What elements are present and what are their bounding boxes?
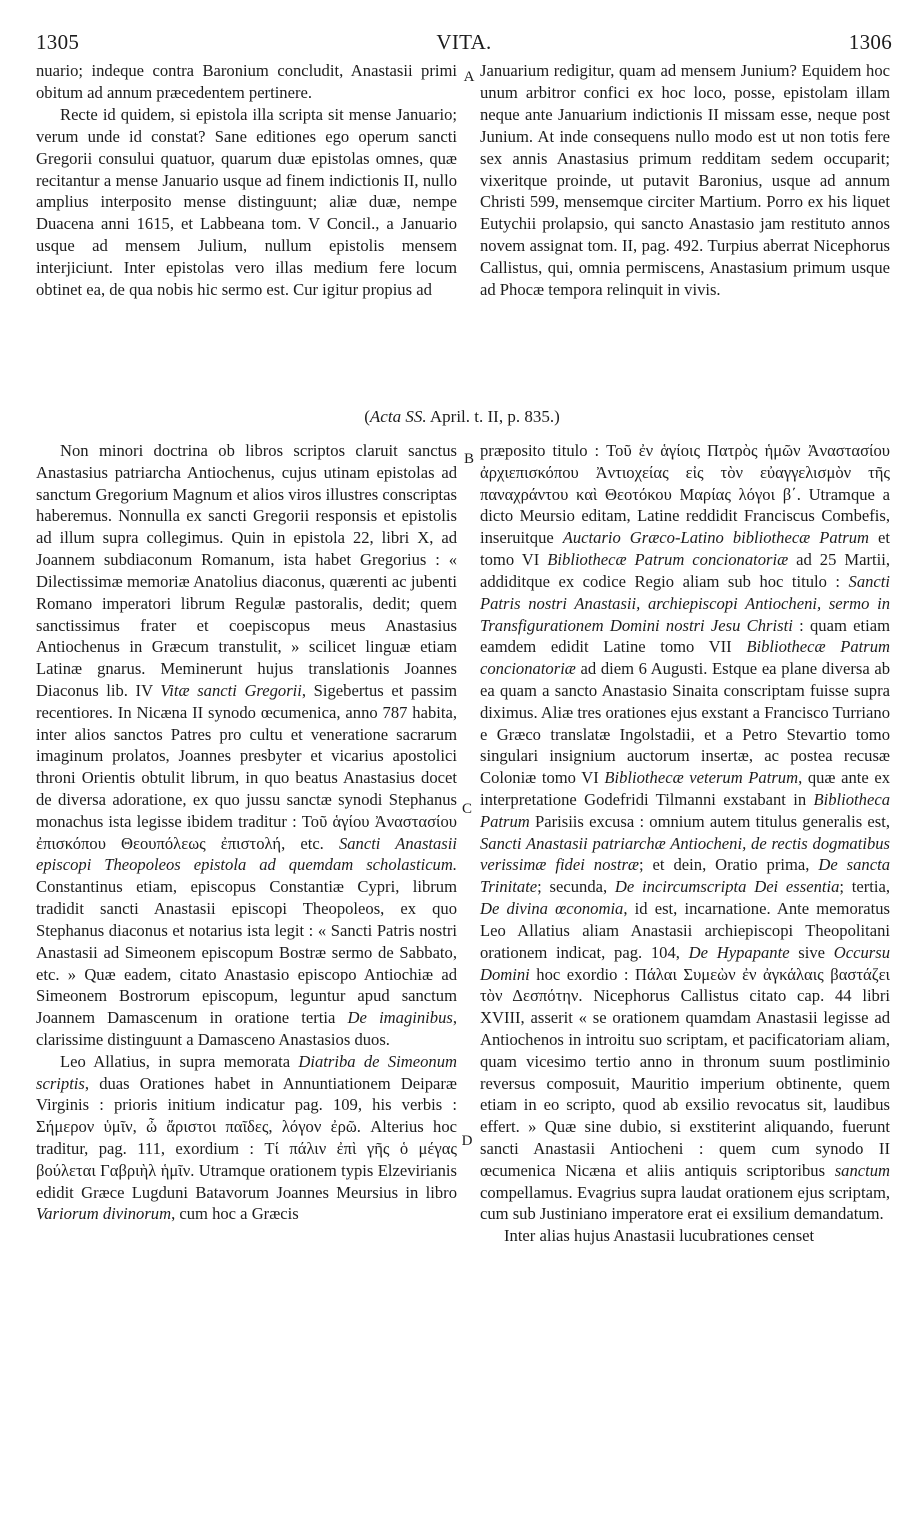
page-number-left: 1305: [36, 30, 80, 54]
italic-run: Diatriba de Simeonum scriptis: [36, 1051, 457, 1093]
text-run: hoc exordio : Πάλαι Συμεὼν ἐν ἀγκάλαις βαστάζει τὸν Δεσπότην. Nicephorus Callistus citato cap. 44 libri XVIII, asserit « se orationem quamdam Anastasii legisse ad Antiochenos in introitu suo scriptam, et pacificatoriam aliam, quam vicesimo tertio anno in thronum suum postliminio reversus composuit, Mauritio imperium obtinente, quem etiam in eo scripto, quod ab exsilio revocatus sit, laudibus effert. » Quæ sine dubio, si exstiterint aliquando, fuerunt sancti Anastasii Antiocheni : quem cum synodo II œcumenica Nicæna et aliis antiquis scriptoribus: [480, 964, 890, 1180]
italic-run: Bibliotheca Patrum: [480, 790, 890, 831]
bottom-right-column: [480, 440, 890, 1247]
text-run: , quæ ante ex interpretatione Godefridi Tilmanni exstabant in: [480, 768, 890, 809]
italic-run: Variorum divinorum: [36, 1204, 172, 1224]
paragraph: Januarium redigitur, quam ad mensem Junium? Equidem hoc unum arbitror confici ex hoc loco, posse, epistolam illam neque ante Januarium indictionis II missam esse, neque post Junium. At inde consequens nullo modo est ut non totis fere sex annis Anastasius primum redditam sedem occuparit; vixeritque proinde, ut putavit Baronius, usque ad annum Christi 599, mensemque circiter Martium. Porro ex his liquet Eutychii prolapsio, qui sancto Anastasio jam restituto annos novem assignat tom. II, pag. 492. Turpius aberrat Nicephorus Callistus, qui, omnia permiscens, Anastasium primum usque ad Phocæ tempora relinquit in vivis.: [480, 61, 890, 300]
text-run: , id est, incarnatione. Ante memoratus Leo Allatius aliam Anastasii archiepiscopi Theopolitani orationem indicat, pag. 104,: [480, 899, 890, 962]
text-run: et tomo VI: [480, 528, 890, 570]
text-run: Leo Allatius, in supra memorata: [60, 1051, 299, 1071]
italic-run: Vitæ sancti Gregorii: [160, 680, 302, 700]
text-run: , cum hoc a Græcis: [171, 1204, 299, 1224]
page-header: [36, 30, 892, 56]
text-run: Parisiis excusa : omnium autem titulus generalis est,: [529, 811, 890, 831]
text-run: Non minori doctrina ob libros scriptos claruit sanctus Anastasius patriarcha Antiochenus, cujus utinam epistolas ad sanctum Gregorium Magnum et alios viros illustres conscriptas haberemus. Nonnulla ex sancti Gregorii responsis et epistolis ad illum supra collegimus. Quin in epistola 22, libri X, ad Joannem subdiaconum Romanum, ista habet Gregorius : « Dilectissimæ memoriæ Anatolius diaconus, quærenti ac jubenti Romano imperatori librum Regulæ pastoralis, dedit; quem sanctissimus frater et coepiscopus meus Anastasius Antiochenus in Græcum transtulit, » scilicet linguæ etiam Latinæ gnarus. Meminerunt hujus translationis Joannes Diaconus lib. IV: [36, 441, 457, 700]
citation-rest: April. t. II, p. 835.): [426, 407, 560, 426]
paragraph: Inter alias hujus Anastasii lucubrationes censet: [504, 1226, 815, 1246]
page-number-right: 1306: [848, 30, 892, 54]
text-run: sive: [789, 942, 834, 962]
running-title: VITA.: [436, 30, 492, 54]
top-right-column: [480, 60, 890, 301]
paragraph: [36, 1051, 457, 1226]
text-run: ; et dein, Oratio prima,: [638, 855, 819, 875]
paragraph: [480, 440, 890, 1225]
citation-open: (: [364, 407, 370, 426]
text-run: Constantinus etiam, episcopus Constantiæ Cypri, librum tradidit sancti Anastasii episcopi Theopoleos, ex quo Stephanus diaconus et notarius ista legit : « Sancti Patris nostri Anastasii ad Simeonem episcopum Bostræ sermo de Sabbato, etc. » Quæ eadem, citato Anastasio episcopo Antiochiæ ad Simeonem Bostrorum episcopum, leguntur apud sanctum Joannem Damascenum in oratione tertia: [36, 877, 457, 1028]
italic-run: De divina œconomia: [480, 899, 624, 919]
margin-marker-a: A: [463, 69, 475, 85]
italic-run: Bibliothecæ veterum Patrum: [604, 768, 799, 788]
text-run: , duas Orationes habet in Annuntiationem Deiparæ Virginis : prioris initium indicatur pag. 109, his verbis : Σήμερον ὑμῖν, ὦ ἄριστοι παῖδες, λόγον ἐρῶ. Alterius hoc traditur, pag. 111, exordium : Τί πάλιν ἐπὶ γῆς ὁ μέγας βούλεται Γαβριὴλ ἡμῖν. Utramque orationem typis Elzevirianis edidit Græce Lugduni Batavorum Joannes Meursius in libro: [36, 1073, 457, 1202]
italic-run: De imaginibus: [347, 1008, 453, 1028]
text-run: ; tertia,: [839, 877, 890, 897]
italic-run: Sancti Anastasii episcopi Theopoleos epistola ad quemdam scholasticum.: [36, 833, 457, 875]
text-run: ad diem 6 Augusti. Estque ea plane diversa ab ea quam a sancto Anastasio Sinaita conscriptam fuisse supra diximus. Aliæ tres orationes ejus exstant a Francisco Turriano e Græco translatæ Ingolstadii, et a Petro Stevartio tomo singulari insignium auctorum insertæ, ac postea recusæ Coloniæ tomo VI: [480, 659, 890, 788]
italic-run: Occursu Domini: [480, 942, 890, 984]
italic-run: sanctum: [834, 1160, 890, 1180]
text-run: præposito titulo : Τοῦ ἐν ἁγίοις Πατρὸς ἡμῶν Ἀναστασίου ἀρχιεπισκόπου Ἀντιοχείας εἰς τὸν εὐαγγελισμὸν τῆς παναχράντου καὶ Θεοτόκου Μαρίας λόγοι β΄. Utramque a dicto Meursio editam, Latine reddidit Franciscus Combefis, inseruitque: [480, 441, 890, 548]
italic-run: Auctario Græco-Latino bibliothecæ Patrum: [562, 528, 870, 548]
margin-marker-d: D: [461, 1133, 473, 1149]
text-run: ad 25 Martii, addiditque ex codice Regio aliam sub hoc titulo :: [480, 550, 891, 591]
margin-marker-b: B: [463, 451, 474, 467]
citation-acta: Acta SS.: [369, 407, 427, 426]
bottom-left-column: [36, 440, 457, 1225]
italic-run: Sancti Anastasii patriarchæ Antiocheni, de rectis dogmatibus verissimæ fidei nostræ: [480, 833, 890, 875]
italic-run: De sancta Trinitate: [480, 855, 890, 897]
text-run: compellamus. Evagrius supra laudat orationem ejus scriptam, cum sub Justiniano imperatore erat ei exsilium demandatum.: [480, 1182, 890, 1224]
text-run: , clarissime distinguunt a Damasceno Anastasios duos.: [36, 1008, 457, 1049]
top-left-column: [36, 60, 457, 301]
italic-run: Sancti Patris nostri Anastasii, archiepiscopi Antiocheni, sermo in Transfigurationem Domini nostri Jesu Christi: [480, 571, 890, 635]
italic-run: Bibliothecæ Patrum concionatoriæ: [547, 550, 789, 570]
margin-marker-c: C: [461, 801, 472, 817]
paragraph: [36, 440, 457, 1051]
text-run: ; secunda,: [537, 877, 615, 897]
text-run: , Sigebertus et passim recentiores. In Nicæna II synodo œcumenica, anno 787 habita, inter alios sanctos Patres pro cultu et veneratione sacrarum imaginum prolatos, Joannes presbyter et vicarius apostolici throni Orientis obtulit librum, in quo beatus Anastasius docet de diversa adoratione, ex quo jussu sanctæ synodi Stephanus monachus ista legisse ibidem traditur : Τοῦ ἁγίου Ἀναστασίου ἐπισκόπου Θεουπόλεως ἐπιστολή, etc.: [36, 680, 458, 853]
source-citation: [0, 406, 924, 428]
text-run: : quam etiam eamdem edidit Latine tomo VII: [480, 615, 891, 657]
italic-run: De incircumscripta Dei essentia: [614, 877, 840, 897]
italic-run: De Hypapante: [688, 942, 790, 962]
paragraph: Recte id quidem, si epistola illa scripta sit mense Januario; verum unde id constat? Sane editiones ego operum sancti Gregorii consului quatuor, quarum duæ epistolas omnes, quæ recitantur a mense Januario usque ad finem indictionis II, nullo amplius interposito mense distinguunt; aliæ duæ, nempe Duacena anni 1615, et Labbeana tom. V Concil., a Januario usque ad mensem Julium, nullum epistolis mensem interjiciunt. Inter epistolas vero illas medium fere locum obtinet ea, de qua nobis hic sermo est. Cur igitur propius ad: [36, 104, 457, 300]
italic-run: Bibliothecæ Patrum concionatoriæ: [480, 637, 890, 679]
paragraph: nuario; indeque contra Baronium concludit, Anastasii primi obitum ad annum præcedentem pertinere.: [36, 61, 457, 102]
